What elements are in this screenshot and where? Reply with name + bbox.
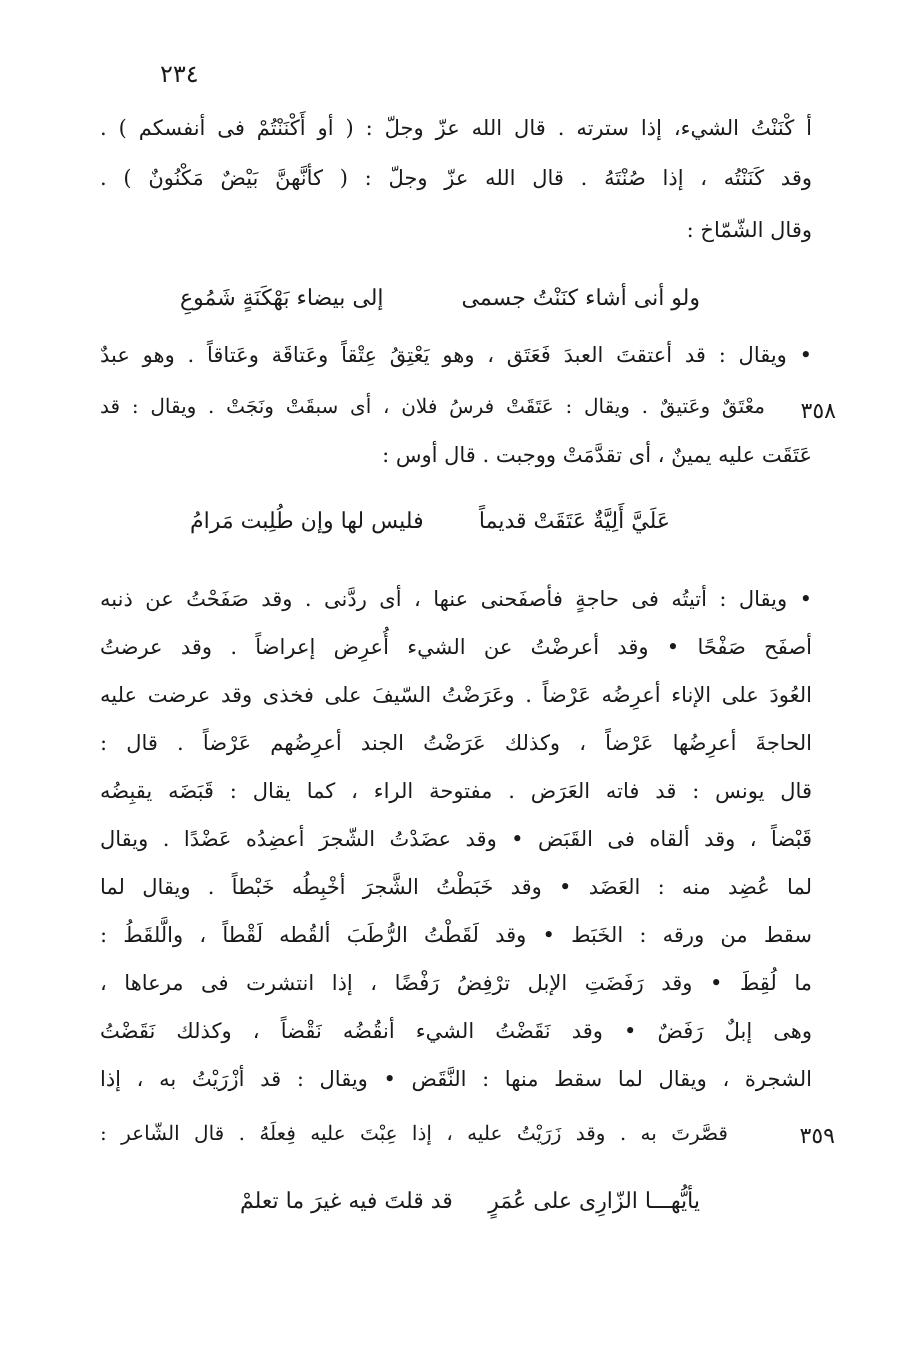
page-number: ٢٣٤ [160,60,199,88]
text-line: الشجرة ، ويقال لما سقط منها : النَّقَض • ويقال : قد أزْرَيْتُ به ، إذا [100,1067,812,1091]
verse-hemistich-left: فليس لها وإن طُلِبت مَرامُ [190,509,424,534]
text-line: سقط من ورقه : الخَبَط • وقد لَقَطْتُ الرُّطَبَ ألقُطه لَقْطاً ، والَّلقَطُ : [100,923,812,947]
text-line: ما لُقِطَ • وقد رَفَضَتِ الإبل ترْفِضُ رَفْضًا ، إذا انتشرت فى مرعاها ، [100,971,812,995]
text-line: • ويقال : قد أعتقتَ العبدَ فَعَتَق ، وهو يَعْتِقُ عِتْقاً وعَتاقَة وعَتاقاً . وهو عبدٌ [100,343,812,367]
text-line: عَتَقَت عليه يمينٌ ، أى تقدَّمَتْ ووجبت . قال أوس : [382,443,812,467]
text-line: أصفَح صَفْحًا • وقد أعرضْتُ عن الشيء أُعرِض إعراضاً . وقد عرضتُ [100,635,812,659]
text-line: قصَّرتَ به . وقد زَرَيْتُ عليه ، إذا عِبْتَ عليه فِعلَهُ . قال الشّاعر : [100,1121,728,1145]
margin-entry-number: ٣٥٨ [800,399,836,424]
verse-hemistich-right: ولو أنى أشاء كنَنْتُ جسمى [461,286,700,311]
verse-hemistich-left: إلى بيضاء بَهْكَنَةٍ شَمُوعِ [180,286,384,311]
text-line: وقال الشّمّاخ : [686,218,812,242]
verse-hemistich-right: عَلَيَّ أَلِيَّةٌ عَتَقَتْ قديماً [478,509,670,534]
text-line: وقد كَنَنْتُه ، إذا صُنْتَهُ . قال الله عزّ وجلّ : ( كأنَّهنَّ بَيْضٌ مَكْنُونٌ ) . [100,166,812,190]
text-line: معْتَقٌ وعَتيقٌ . ويقال : عَتَقَتْ فرسُ فلان ، أى سبقَتْ ونَجَتْ . ويقال : قد [100,394,765,418]
text-line: قَبْضاً ، وقد ألقاه فى القَبَض • وقد عضَدْتُ الشّجرَ أعضِدُه عَضْدًا . ويقال [100,827,812,851]
verse-hemistich-right: يأيُّهـــا الزّارِى على عُمَرٍ [488,1189,700,1214]
margin-entry-number: ٣٥٩ [799,1124,835,1149]
text-line: أ كْنَنْتُ الشيء، إذا سترته . قال الله عزّ وجلّ : ( أو أَكْنَنْتُمْ فى أنفسكم ) . [100,116,812,140]
text-line: قال يونس : قد فاته العَرَض . مفتوحة الراء ، كما يقال : قَبَضَه يقبِضُه [100,779,812,803]
text-line: وهى إبلٌ رَفَضٌ • وقد نَقَضْتُ الشيء أنقُضُه نَقْضاً ، وكذلك نَقَضْتُ [100,1019,812,1043]
verse-hemistich-left: قد قلتَ فيه غيرَ ما تعلمْ [240,1189,453,1214]
text-line: الحاجةَ أعرِضُها عَرْضاً ، وكذلك عَرَضْتُ الجند أعرِضُهم عَرْضاً . قال : [100,731,812,755]
text-line: العُودَ على الإناء أعرِضُه عَرْضاً . وعَرَضْتُ السّيفَ على فخذى وقد عرضت عليه [100,683,812,707]
text-line: لما عُضِد منه : العَضَد • وقد خَبَطْتُ الشَّجرَ أخْبِطُه خَبْطاً . ويقال لما [100,875,812,899]
text-line: • ويقال : أتيتُه فى حاجةٍ فأصفَحنى عنها ، أى ردَّنى . وقد صَفَحْتُ عن ذنبه [100,587,812,611]
